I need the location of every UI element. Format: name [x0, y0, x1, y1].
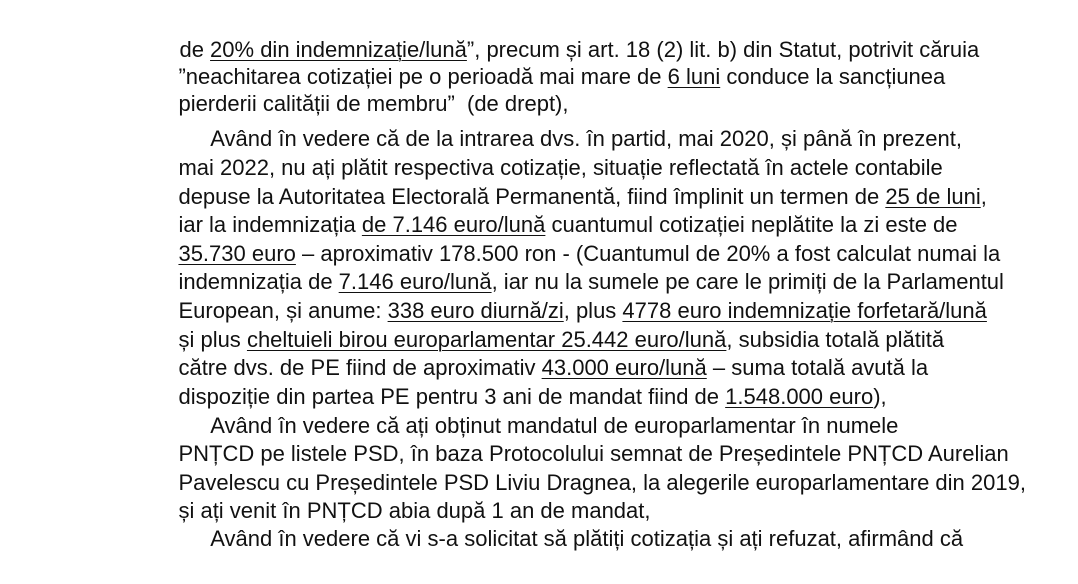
underlined-text: 7.146 euro/lună [338, 269, 492, 294]
text: – aproximativ 178.500 ron - (Cuantumul de 20% a fost calculat numai la [295, 241, 1001, 266]
text: indemnizația de [178, 269, 339, 294]
text-line [154, 237, 1054, 294]
text-line [187, 94, 1047, 151]
text: și ați venit în PNȚCD abia după 1 an de mandat, [178, 498, 651, 523]
underlined-text: 6 luni [667, 64, 721, 89]
text: depuse la Autoritatea Electorală Permanentă, fiind împlinit un termen de [178, 184, 886, 209]
text-line [154, 266, 1054, 323]
text-line [154, 209, 1054, 266]
text: și plus [178, 327, 247, 352]
text: , [980, 184, 987, 209]
text: Având în vedere că vi s-a solicitat să plătiți cotizația și ați refuzat, afirmând că [210, 526, 964, 551]
text: PNȚCD pe listele PSD, în baza Protocolului semnat de Președintele PNȚCD Aurelian [178, 441, 1009, 466]
text: către dvs. de PE fiind de aproximativ [178, 355, 542, 380]
text: conduce la sancțiunea [720, 64, 946, 89]
text: ”neachitarea cotizației pe o perioadă mai mare de [178, 64, 668, 89]
underlined-text: 35.730 euro [178, 241, 296, 266]
text: de [179, 37, 211, 62]
underlined-text: 338 euro diurnă/zi [387, 298, 564, 323]
text-line [154, 295, 1054, 352]
text: cuantumul cotizației neplătite la zi este de [545, 212, 958, 237]
underlined-text: 4778 euro indemnizație forfetară/lună [622, 298, 987, 323]
text: pierderii calității de membru” (de drept), [178, 91, 569, 116]
text-line [154, 409, 1054, 466]
text: dispoziție din partea PE pentru 3 ani de mandat fiind de [178, 384, 726, 409]
underlined-text: 25 de luni [885, 184, 981, 209]
text: European, și anume: [178, 298, 388, 323]
text: , subsidia totală plătită [726, 327, 945, 352]
underlined-text: 43.000 euro/lună [541, 355, 707, 380]
text-line [154, 152, 1054, 209]
text: iar la indemnizația [178, 212, 362, 237]
text: Având în vedere că de la intrarea dvs. în partid, mai 2020, și până în prezent, [210, 126, 962, 151]
text: Pavelescu cu Președintele PSD Liviu Dragnea, la alegerile europarlamentare din 2019, [178, 470, 1026, 495]
text: ”, precum și art. 18 (2) lit. b) din Statut, potrivit căruia [466, 37, 980, 62]
text-line [154, 438, 1054, 495]
text: – suma totală avută la [706, 355, 929, 380]
text: mai 2022, nu ați plătit respectiva cotizație, situație reflectată în actele contabile [178, 155, 943, 180]
text-line [154, 59, 1014, 116]
text-line [154, 32, 1014, 89]
underlined-text: 1.548.000 euro [725, 384, 874, 409]
text-line [187, 381, 1047, 438]
text: Având în vedere că ați obținut mandatul de europarlamentar în numele [210, 413, 899, 438]
underlined-text: de 7.146 euro/lună [361, 212, 546, 237]
text-line [154, 123, 1054, 180]
text-line [154, 180, 1054, 237]
underlined-text: cheltuieli birou europarlamentar 25.442 euro/lună [246, 327, 727, 352]
text-line [187, 494, 1047, 551]
underlined-text: 20% din indemnizație/lună [210, 37, 467, 62]
text: , plus [563, 298, 623, 323]
text-line [154, 352, 1054, 409]
text: , iar nu la sumele pe care le primiți de la Parlamentul [491, 269, 1004, 294]
text-line [155, 5, 1015, 62]
text-line [154, 466, 1054, 523]
text-line [154, 323, 1054, 380]
text: ), [873, 384, 887, 409]
